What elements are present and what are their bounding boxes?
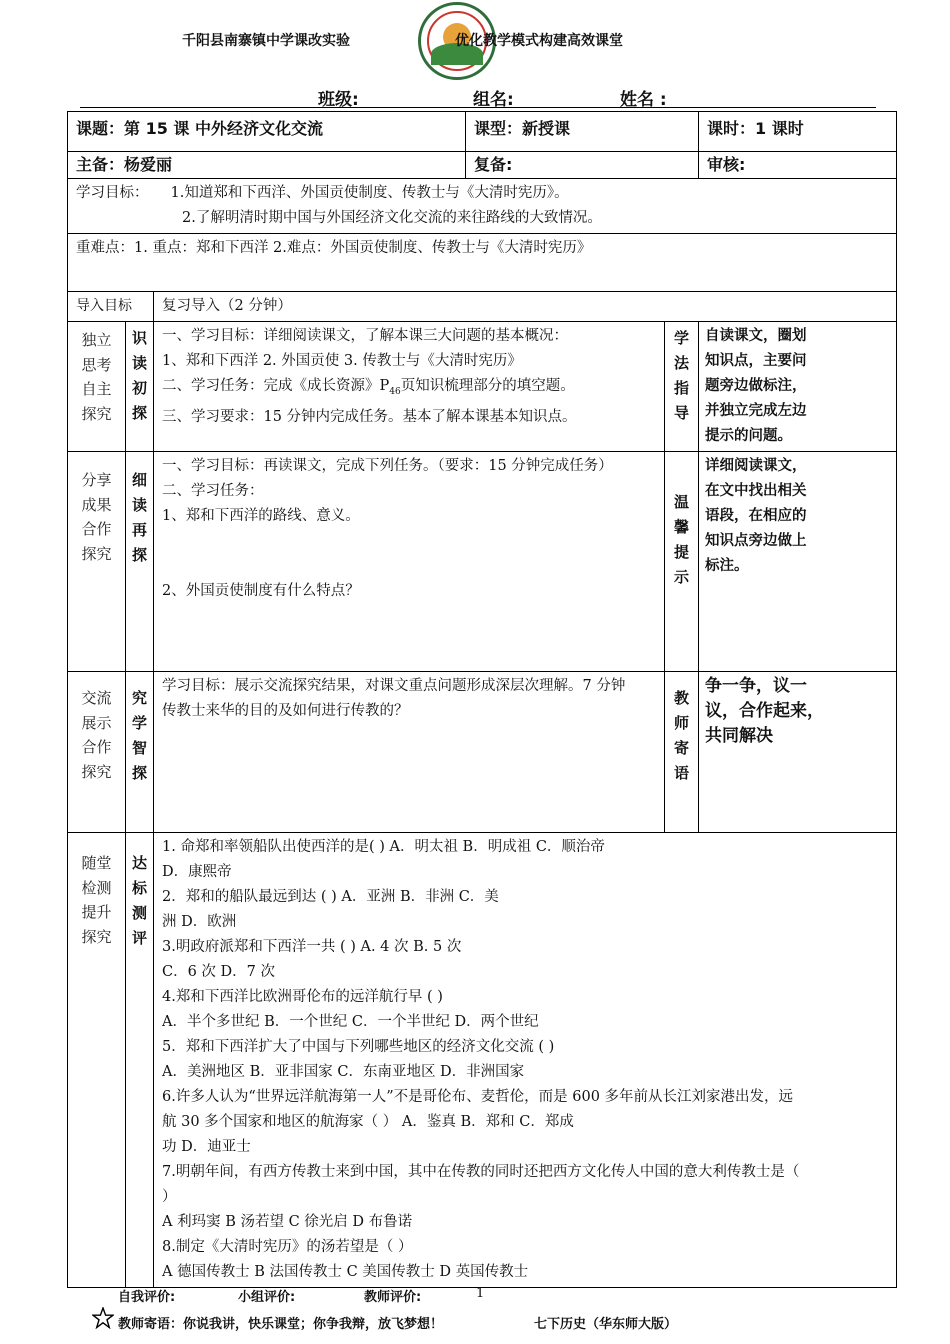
sec1-line-1: 一、学习目标：详细阅读课文，了解本课三大问题的基本概况：	[162, 328, 568, 344]
name-label: 姓名 :	[620, 90, 667, 110]
quiz-line: A．半个多世纪 B．一个世纪 C．一个半世纪 D．两个世纪	[162, 1014, 539, 1030]
group-eval: 小组评价:	[238, 1290, 296, 1305]
class-label: 班级:	[318, 90, 359, 110]
sec1-tip-label: 学 法 指 导	[665, 322, 699, 452]
sec4-vlabel: 达 标 测 评	[126, 833, 154, 1288]
key-points: 重难点：1. 重点：郑和下西洋 2.难点：外国贡使制度、传教士与《大清时宪历》	[76, 240, 592, 256]
page-number: 1	[476, 1286, 485, 1301]
sec1-vlabel: 识 读 初 探	[126, 322, 154, 452]
sec1-line-3: 二、学习任务：完成《成长资源》$P_{46}$页知识梳理部分的填空题。	[162, 378, 575, 397]
quiz-line: A 利玛窦 B 汤若望 C 徐光启 D 布鲁诺	[162, 1214, 413, 1230]
sec3-tip: 争一争，议一 议，合作起来， 共同解决	[699, 672, 897, 833]
quiz-line: 8.制定《大清时宪历》的汤若望是（ ）	[162, 1239, 413, 1255]
self-eval: 自我评价:	[118, 1290, 176, 1305]
quiz-line: A．美洲地区 B．亚非国家 C．东南亚地区 D．非洲国家	[162, 1064, 525, 1080]
quiz-line: ）	[162, 1189, 177, 1205]
sec2-tip-label: 温 馨 提 示	[665, 452, 699, 672]
objective-2: 2.了解明清时期中国与外国经济文化交流的来往路线的大致情况。	[182, 210, 602, 226]
quiz-line: C．6 次 D．7 次	[162, 964, 275, 980]
sec1-line-4: 三、学习要求：15 分钟内完成任务。基本了解本课基本知识点。	[162, 408, 577, 425]
sec3-line-1: 学习目标：展示交流探究结果，对课文重点问题形成深层次理解。7 分钟	[162, 678, 626, 694]
intro-label: 导入目标	[68, 292, 154, 322]
teacher-motto: 教师寄语：你说我讲，快乐课堂；你争我辩，放飞梦想！	[118, 1317, 444, 1332]
sec3-line-2: 传教士来华的目的及如何进行传教的？	[162, 703, 409, 719]
book-title: 七下历史（华东师大版）	[534, 1317, 678, 1332]
sec4-side: 随堂 检测 提升 探究	[68, 833, 126, 1288]
quiz-line: 航 30 多个国家和地区的航海家（ ） A．鉴真 B．郑和 C．郑成	[162, 1114, 574, 1130]
sec2-line-3: 1、郑和下西洋的路线、意义。	[162, 508, 360, 524]
quiz-line: D．康熙帝	[162, 864, 232, 880]
group-label: 组名:	[473, 90, 514, 110]
sec3-side: 交流 展示 合作 探究	[68, 672, 126, 833]
sec2-vlabel: 细 读 再 探	[126, 452, 154, 672]
sec1-side: 独立 思考 自主 探究	[68, 322, 126, 452]
sec2-content	[154, 452, 665, 672]
audit-cell: 审核:	[699, 152, 897, 179]
intro-content: 复习导入（2 分钟）	[154, 292, 897, 322]
sec2-line-2: 二、学习任务：	[162, 483, 264, 499]
sec2-side: 分享 成果 合作 探究	[68, 452, 126, 672]
key-points-cell	[68, 234, 897, 292]
type-cell: 课型：新授课	[466, 112, 699, 152]
quiz-line: 1. 命郑和率领船队出使西洋的是( ) A．明太祖 B．明成祖 C．顺治帝	[162, 839, 605, 855]
quiz-line: 7.明朝年间，有西方传教士来到中国，其中在传教的同时还把西方文化传人中国的意大利传教士是（	[162, 1164, 800, 1180]
header-left: 千阳县南寨镇中学课改实验	[182, 33, 350, 49]
sec3-content	[154, 672, 665, 833]
sec4-content	[154, 833, 897, 1288]
hours-cell: 课时：1 课时	[699, 112, 897, 152]
objectives-label: 学习目标：	[76, 185, 149, 201]
quiz-line: 洲 D．欧洲	[162, 914, 237, 930]
sec3-vlabel: 究 学 智 探	[126, 672, 154, 833]
review-cell: 复备:	[466, 152, 699, 179]
sec2-line-1: 一、学习目标：再读课文，完成下列任务。（要求：15 分钟完成任务）	[162, 458, 613, 474]
sec1-tip: 自读课文，圈划 知识点，主要问 题旁边做标注， 并独立完成左边 提示的问题。	[699, 322, 897, 452]
quiz-line: 5．郑和下西洋扩大了中国与下列哪些地区的经济文化交流 ( )	[162, 1039, 555, 1055]
objectives-cell	[68, 179, 897, 234]
quiz-line: A 德国传教士 B 法国传教士 C 美国传教士 D 英国传教士	[162, 1264, 529, 1280]
sec1-line-2: 1、郑和下西洋 2. 外国贡使 3. 传教士与《大清时宪历》	[162, 353, 522, 369]
star-icon	[92, 1307, 114, 1329]
quiz-line: 4.郑和下西洋比欧洲哥伦布的远洋航行早 ( )	[162, 989, 443, 1005]
quiz-line: 功 D．迪亚士	[162, 1139, 251, 1155]
topic-cell: 课题：第 15 课 中外经济文化交流	[68, 112, 466, 152]
sec3-tip-label: 教 师 寄 语	[665, 672, 699, 833]
quiz-line: 2．郑和的船队最远到达 ( ) A．亚洲 B．非洲 C．美	[162, 889, 499, 905]
teacher-eval: 教师评价:	[364, 1290, 422, 1305]
header-right: 优化教学模式构建高效课堂	[455, 33, 623, 49]
sec1-content	[154, 322, 665, 452]
objective-1: 1.知道郑和下西洋、外国贡使制度、传教士与《大清时宪历》。	[170, 185, 569, 201]
lead-cell: 主备：杨爱丽	[68, 152, 466, 179]
sec2-question-2: 2、外国贡使制度有什么特点？	[162, 583, 360, 599]
sec2-tip: 详细阅读课文， 在文中找出相关 语段，在相应的 知识点旁边做上 标注。	[699, 452, 897, 672]
quiz-line: 3.明政府派郑和下西洋一共 ( ) A. 4 次 B. 5 次	[162, 939, 462, 955]
quiz-line: 6.许多人认为“世界远洋航海第一人”不是哥伦布、麦哲伦，而是 600 多年前从长江刘家港出发，远	[162, 1089, 794, 1105]
lesson-table	[67, 111, 897, 1288]
